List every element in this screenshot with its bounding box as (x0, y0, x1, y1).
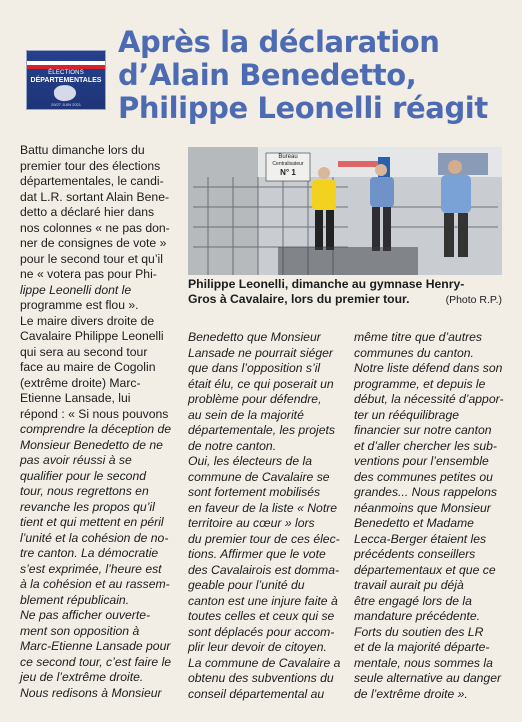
article-line: Etienne Lansade, lui (20, 391, 131, 405)
article-photo (188, 147, 502, 275)
article-line: tions. Affirmer que le vote (188, 547, 326, 561)
article-line: des Cavalairois est domma- (188, 562, 340, 577)
article-line: Battu dimanche lors du (20, 143, 145, 157)
article-line: Notre liste défend dans son (354, 361, 503, 375)
article-line: Lecca-Berger étaient les (354, 531, 487, 546)
article-line: Marc-Etienne Lansade pour (20, 639, 171, 653)
article-line: La commune de Cavalaire a (188, 655, 341, 670)
article-line: répond : « Si nous pouvons (20, 406, 169, 421)
article-line: pas avoir réussi à se (20, 453, 132, 467)
article-line: en faveur de la liste « Notre (188, 500, 338, 515)
article-line: Ne pas afficher ouverte- (20, 608, 151, 622)
france-map-icon (53, 84, 77, 103)
sign-line-2: Centralisateur (272, 161, 304, 167)
article-line: lippe Leonelli dont le (20, 282, 132, 297)
article-line: seule alternative au danger (354, 671, 502, 685)
sign-line-1: Bureau (278, 154, 298, 160)
article-line: précédents conseillers (354, 547, 476, 561)
article-line: ment son opposition à (20, 623, 140, 638)
article-column-1 (20, 143, 182, 701)
logo-line-3: 20/27 JUIN 2021 (50, 102, 82, 107)
photo-illustration (188, 147, 502, 275)
article-line: canton est une injure faite à (188, 593, 338, 608)
article-line: que dans l’opposition s’il (188, 361, 321, 375)
article-line: de notre canton. (188, 438, 277, 453)
article-line: toutes celles et ceux qui se (188, 609, 335, 623)
bureau-sign (266, 153, 310, 178)
article-line: face au maire de Cogolin (20, 360, 156, 374)
article-line: qui sera au second tour (20, 344, 148, 359)
article-line: Benedetto et Madame (354, 516, 474, 530)
article-line: premier tour des élections (20, 158, 161, 173)
article-line: financier sur notre canton (354, 423, 492, 437)
article-line: (extrême droite) Marc- (20, 375, 141, 390)
article-line: tient et qui mettent en péril (20, 515, 164, 529)
article-line: ter un rééquilibrage (354, 407, 460, 422)
article-line: communes du canton. (354, 345, 474, 360)
article-line: dat L.R. sortant Alain Bene- (20, 189, 170, 204)
article-line: ventions pour l’ensemble (354, 454, 489, 468)
article-line: et d’aller chercher les sub- (354, 438, 497, 453)
article-line: nos colonnes « ne pas don- (20, 220, 170, 235)
article-line: tour, nous regrettons en (20, 484, 149, 498)
article-line: sont déplacés pour accom- (188, 624, 335, 639)
article-line: néanmoins que Monsieur (354, 500, 491, 515)
photo-caption (188, 277, 506, 307)
article-line: Monsieur Benedetto de ne (20, 437, 163, 452)
article-line: sont fortement mobilisés (188, 485, 321, 499)
article-line: départementales, le candi- (20, 174, 164, 188)
article-line: tre canton. La démocratie (20, 546, 159, 560)
article-line: début, la nécessité d’appor- (354, 392, 504, 406)
article-line: Forts du soutien des LR (354, 624, 484, 639)
article-line: programme, et depuis le (354, 376, 486, 391)
article-line: detto a déclaré hier dans (20, 205, 155, 219)
article-line: Oui, les électeurs de la (188, 454, 312, 468)
article-line: du premier tour de ces élec- (188, 531, 340, 546)
logo-line-1: ÉLECTIONS (48, 70, 84, 76)
article-line: de l’extrême droite ». (354, 686, 468, 701)
logo-stripe-red (27, 65, 105, 69)
logo-line-2: DÉPARTEMENTALES (30, 77, 102, 84)
article-headline (118, 26, 514, 125)
article-line: départementaux et que ce (354, 562, 496, 577)
elections-logo (26, 50, 106, 110)
article-line: être engagé lors de la (354, 593, 472, 608)
article-line: ner de consignes de vote » (20, 236, 167, 250)
article-line: plir leur devoir de citoyen. (188, 640, 327, 654)
article-line: pour le second tour et qu’il (20, 251, 163, 266)
article-line: des communes petites ou (354, 469, 493, 484)
caption-line-1: Philippe Leonelli, dimanche au gymnase Henry- (188, 277, 465, 291)
article-line: Le maire divers droite de (20, 313, 155, 328)
article-line: Benedetto que Monsieur (188, 330, 321, 344)
article-line: obtenu des subventions du (188, 671, 334, 685)
article-line: s’est exprimée, l’heure est (20, 561, 162, 576)
article-line: grandes... Nous rappelons (354, 485, 497, 499)
article-line: mentale, nous sommes la (354, 655, 493, 670)
article-line: comprendre la déception de (20, 422, 172, 436)
article-line: commune de Cavalaire se (188, 469, 330, 484)
article-line: travail aurait pu déjà (354, 578, 464, 592)
caption-line-2: Gros à Cavalaire, lors du premier tour. (188, 292, 410, 306)
article-column-2 (188, 330, 348, 702)
article-line: au sein de la majorité (188, 407, 304, 422)
headline-line: Philippe Leonelli réagit (118, 91, 488, 125)
photo-credit: (Photo R.P.) (445, 294, 502, 306)
article-line: conseil départemental au (188, 686, 325, 701)
article-line: qualifier pour le second (20, 468, 147, 483)
headline-line: d’Alain Benedetto, (118, 58, 417, 92)
article-line: geable pour l’unité du (188, 578, 305, 592)
article-line: était élu, ce qui poserait un (188, 376, 334, 391)
article-line: jeu de l’extrême droite. (20, 670, 144, 684)
article-line: programme est flou ». (20, 298, 139, 312)
article-line: blement républicain. (20, 592, 130, 607)
article-line: problème pour défendre, (188, 392, 322, 406)
article-column-3 (354, 330, 514, 702)
article-line: territoire au cœur » lors (188, 516, 315, 530)
article-line: à la cohésion et au rassem- (20, 577, 170, 591)
article-line: ce second tour, c’est faire le (20, 654, 172, 669)
article-line: l’unité et la cohésion de no- (20, 530, 169, 545)
article-line: départementale, les projets (188, 423, 336, 437)
article-line: Nous redisons à Monsieur (20, 685, 162, 700)
article-line: et de la majorité départe- (354, 640, 490, 654)
sign-line-3: N° 1 (280, 168, 296, 177)
article-line: revanche les propos qu’il (20, 499, 155, 514)
article-line: ne « votera pas pour Phi- (20, 267, 157, 281)
article-line: mandature précédente. (354, 609, 481, 623)
article-line: Cavalaire Philippe Leonelli (20, 329, 164, 343)
article-line: Lansade ne pourrait siéger (188, 345, 333, 360)
article-line: même titre que d’autres (354, 330, 483, 344)
headline-line: Après la déclaration (118, 25, 440, 59)
